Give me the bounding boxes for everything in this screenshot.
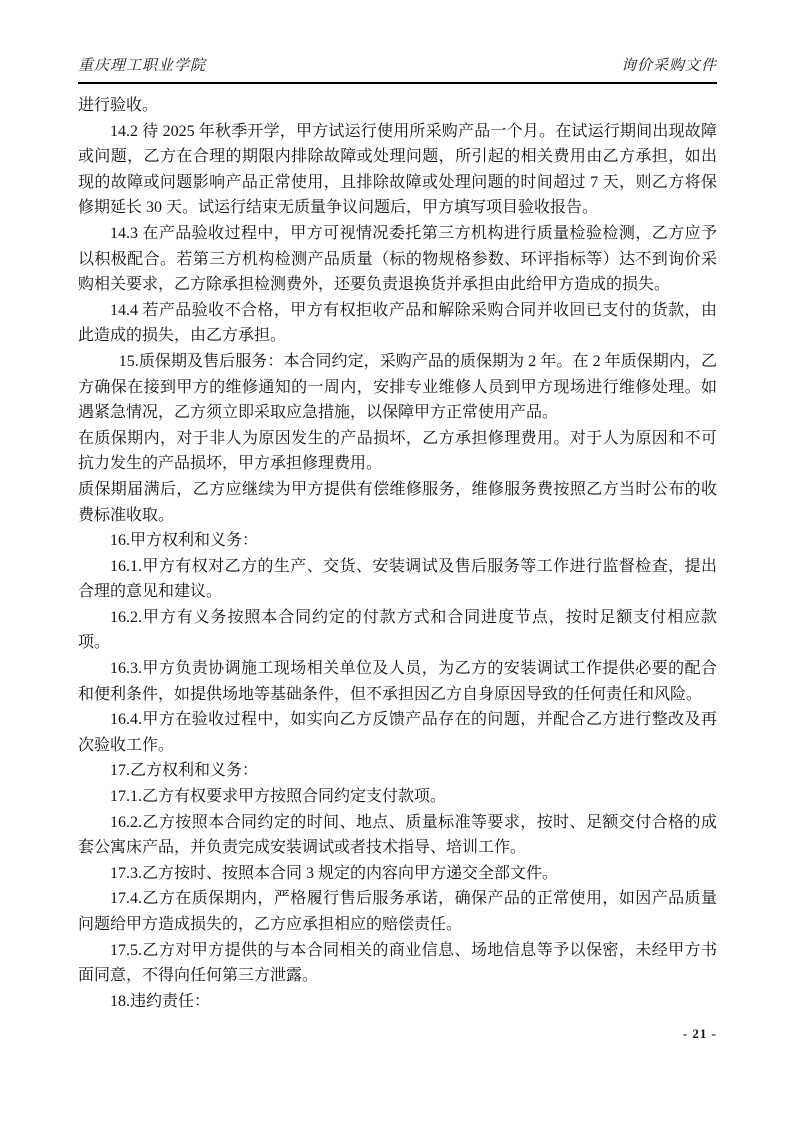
paragraph-warranty-expiry: 质保期届满后，乙方应继续为甲方提供有偿维修服务，维修服务费按照乙方当时公布的收费标准收取。 xyxy=(78,480,717,524)
paragraph-clause-14-2: 14.2 待 2025 年秋季开学，甲方试运行使用所采购产品一个月。在试运行期间出现故障或问题，乙方在合理的期限内排除故障或处理问题，所引起的相关费用由乙方承担，如出现的故障或问题影响产品正常使用，且排除故障或处理问题的时间超过 7 天，则乙方将保修期延长 30 天。试运行结束无质量争议问题后，甲方填写项目验收报告。 xyxy=(78,122,717,217)
paragraph-clause-17-5: 17.5.乙方对甲方提供的与本合同相关的商业信息、场地信息等予以保密，未经甲方书面同意，不得向任何第三方泄露。 xyxy=(78,941,717,985)
paragraph-clause-16: 16.甲方权利和义务： xyxy=(110,532,259,550)
page-number: - 21 - xyxy=(682,1026,717,1041)
paragraph-clause-17-2: 16.2.乙方按照本合同约定的时间、地点、质量标准等要求，按时、足额交付合格的成套公寓床产品，并负责完成安装调试或者技术指导、培训工作。 xyxy=(78,813,717,857)
paragraph-warranty-repair: 在质保期内，对于非人为原因发生的产品损坏，乙方承担修理费用。对于人为原因和不可抗力发生的产品损坏，甲方承担修理费用。 xyxy=(78,429,717,473)
paragraph-clause-17-1: 17.1.乙方有权要求甲方按照合同约定支付款项。 xyxy=(110,788,447,806)
document-body xyxy=(78,93,717,1014)
paragraph-clause-17: 17.乙方权利和义务： xyxy=(110,762,259,780)
paragraph-clause-15: 15.质保期及售后服务：本合同约定，采购产品的质保期为 2 年。在 2 年质保期内，乙方确保在接到甲方的维修通知的一周内，安排专业维修人员到甲方现场进行维修处理。如遇紧急情况，乙方须立即采取应急措施，以保障甲方正常使用产品。 xyxy=(78,352,717,422)
header-school-name: 重庆理工职业学院 xyxy=(78,58,207,74)
paragraph-clause-18: 18.违约责任： xyxy=(110,992,211,1010)
paragraph-clause-16-3: 16.3.甲方负责协调施工现场相关单位及人员，为乙方的安装调试工作提供必要的配合和便利条件，如提供场地等基础条件，但不承担因乙方自身原因导致的任何责任和风险。 xyxy=(78,660,717,703)
paragraph-clause-16-1: 16.1.甲方有权对乙方的生产、交货、安装调试及售后服务等工作进行监督检查，提出合理的意见和建议。 xyxy=(78,557,717,601)
page-footer xyxy=(683,1026,717,1042)
paragraph-clause-16-2: 16.2.甲方有义务按照本合同约定的付款方式和合同进度节点，按时足额支付相应款项。 xyxy=(78,608,717,652)
paragraph-clause-17-4: 17.4.乙方在质保期内，严格履行售后服务承诺，确保产品的正常使用，如因产品质量问题给甲方造成损失的，乙方应承担相应的赔偿责任。 xyxy=(78,890,717,933)
paragraph-clause-14-3: 14.3 在产品验收过程中，甲方可视情况委托第三方机构进行质量检验检测，乙方应予以积极配合。若第三方机构检测产品质量（标的物规格参数、环评指标等）达不到询价采购相关要求，乙方除承担检测费外，还要负责退换货并承担由此给甲方造成的损失。 xyxy=(78,224,717,294)
page-header xyxy=(78,54,717,84)
paragraph-continuation: 进行验收。 xyxy=(78,97,159,114)
paragraph-clause-16-4: 16.4.甲方在验收过程中，如实向乙方反馈产品存在的问题，并配合乙方进行整改及再次验收工作。 xyxy=(78,711,717,754)
header-document-type: 询价采购文件 xyxy=(620,58,717,74)
paragraph-clause-14-4: 14.4 若产品验收不合格，甲方有权拒收产品和解除采购合同并收回已支付的货款，由此造成的损失，由乙方承担。 xyxy=(78,301,717,345)
paragraph-clause-17-3: 17.3.乙方按时、按照本合同 3 规定的内容向甲方递交全部文件。 xyxy=(110,864,559,882)
